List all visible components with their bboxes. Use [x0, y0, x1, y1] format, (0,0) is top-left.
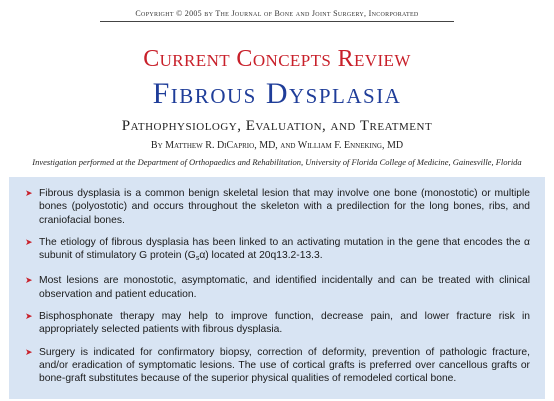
bullet-text: Most lesions are monostotic, asymptomatic, and identified incidentally and can be treated with clinical observation and patient education. — [39, 275, 530, 300]
summary-bullet — [25, 187, 530, 227]
series-title: Current Concepts Review — [143, 46, 411, 72]
right-arrowhead-icon: ➤ — [25, 311, 33, 322]
right-arrowhead-icon: ➤ — [25, 236, 33, 247]
bullet-text: Bisphosphonate therapy may help to improve function, decrease pain, and lower fracture risk in appropriately selected patients with fibrous dysplasia. — [39, 311, 530, 336]
subscript-s: s — [195, 255, 200, 263]
author-line: By Matthew R. DiCaprio, MD, and William F. Enneking, MD — [150, 140, 404, 151]
article-subtitle: Pathophysiology, Evaluation, and Treatment — [121, 118, 433, 134]
summary-bullet — [25, 274, 530, 301]
summary-bullet — [25, 346, 530, 386]
summary-bullet — [25, 236, 530, 266]
summary-bullet-list — [25, 187, 530, 395]
bullet-text: Surgery is indicated for confirmatory biopsy, correction of deformity, prevention of pathologic fracture, and/or eradication of symptomatic lesions. The use of cortical grafts is preferred over cancellous grafts or bone-graft substitutes because of the superior physical qualities of remodeled cortical bone. — [39, 346, 530, 385]
right-arrowhead-icon: ➤ — [25, 275, 33, 286]
right-arrowhead-icon: ➤ — [25, 188, 33, 198]
bullet-text: Fibrous dysplasia is a common benign skeletal lesion that may involve one bone (monostotic) or multiple bones (polyostotic) and occurs throughout the skeleton with a predilection for the long bones, ribs, and craniofacial bones. — [39, 188, 530, 226]
bullet-text-part: The etiology of fibrous dysplasia has been linked to an activating mutation in the gene that encodes the α subunit of stimulatory G protein (G — [39, 236, 530, 262]
affiliation-line: Investigation performed at the Department of Orthopaedics and Rehabilitation, University of Florida College of Medicine, Gainesville, Florida — [32, 157, 522, 167]
summary-bullet — [25, 310, 530, 337]
copyright-line: Copyright © 2005 by The Journal of Bone and Joint Surgery, Incorporated — [135, 9, 419, 18]
bullet-text-part: α) located at 20q13.2-13.3. — [199, 250, 323, 262]
article-title: Fibrous Dysplasia — [152, 77, 402, 110]
summary-box — [9, 177, 545, 399]
right-arrowhead-icon: ➤ — [25, 346, 33, 357]
bullet-text — [39, 237, 530, 261]
header-rule — [100, 21, 454, 22]
